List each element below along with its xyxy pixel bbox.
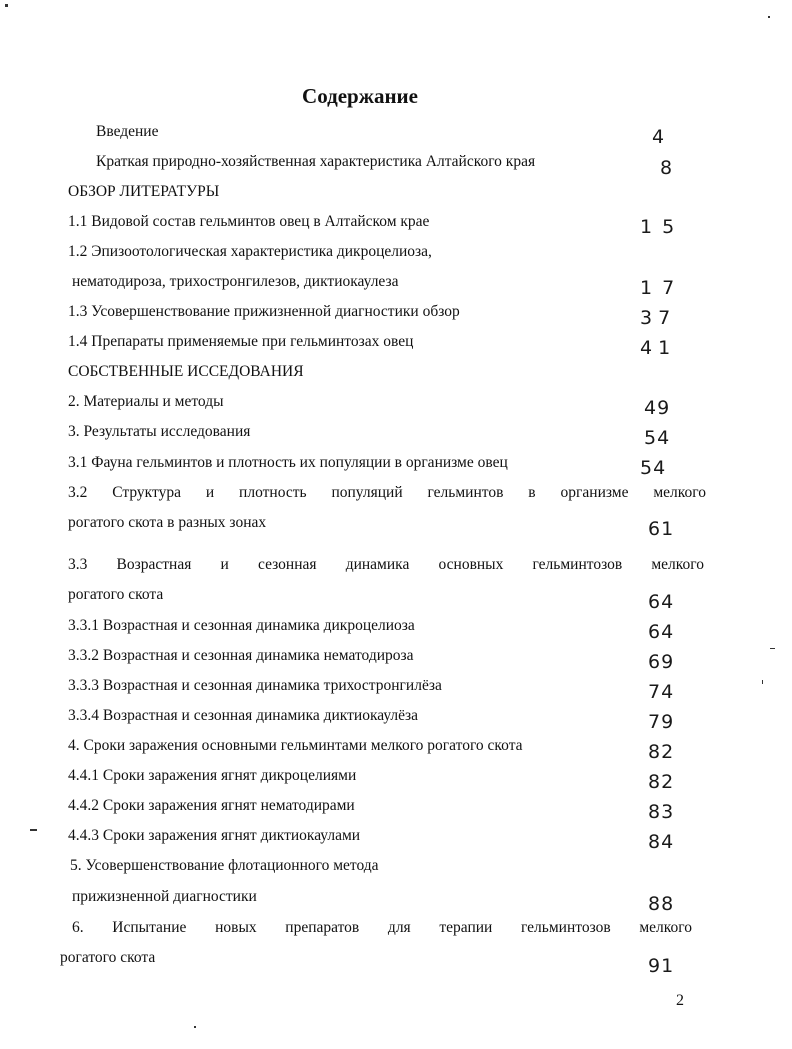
scan-speck xyxy=(768,16,770,18)
toc-entry-text: 3.3.1 Возрастная и сезонная динамика дикроцелиоза xyxy=(68,617,415,634)
toc-entry-text: прижизненной диагностики xyxy=(72,888,257,905)
toc-entry-text: 1.1 Видовой состав гельминтов овец в Алтайском крае xyxy=(68,213,430,230)
toc-entry-text: рогатого скота xyxy=(60,949,156,966)
toc-entry-page: 74 xyxy=(648,681,675,703)
toc-entry-text: рогатого скота xyxy=(68,586,164,603)
scan-speck xyxy=(5,4,8,7)
scan-speck xyxy=(762,680,763,684)
toc-entry-text: 4.4.1 Сроки заражения ягнят дикроцелиями xyxy=(68,767,357,784)
toc-entry-text: 4.4.2 Сроки заражения ягнят нематодирами xyxy=(68,797,355,814)
toc-entry-text: 3.3.2 Возрастная и сезонная динамика нематодироза xyxy=(68,647,414,664)
scan-speck xyxy=(770,648,775,649)
toc-entry-text xyxy=(72,918,692,938)
toc-entry-page: 49 xyxy=(644,397,671,419)
page-title: Содержание xyxy=(302,84,418,108)
toc-section-heading: СОБСТВЕННЫЕ ИССЕДОВАНИЯ xyxy=(68,363,304,380)
scan-speck xyxy=(30,829,37,831)
toc-entry-text: 3.3.4 Возрастная и сезонная динамика диктиокаулёза xyxy=(68,707,419,724)
toc-entry-page: 8 xyxy=(660,157,674,179)
toc-entry-text: нематодироза, трихостронгилезов, диктиокаулеза xyxy=(72,273,399,290)
toc-entry-text: 3.3.3 Возрастная и сезонная динамика трихостронгилёза xyxy=(68,677,442,694)
toc-entry-text: Введение xyxy=(96,123,159,140)
toc-entry-text: 1.2 Эпизоотологическая характеристика дикроцелиоза, xyxy=(68,243,432,260)
toc-entry-text: 5. Усовершенствование флотационного метода xyxy=(70,857,379,874)
toc-entry-page: 84 xyxy=(648,831,675,853)
toc-section-heading: ОБЗОР ЛИТЕРАТУРЫ xyxy=(68,183,220,200)
toc-entry-text: 3.1 Фауна гельминтов и плотность их популяции в организме овец xyxy=(68,454,508,471)
toc-entry-page: 17 xyxy=(640,277,685,299)
toc-entry-text: 3. Результаты исследования xyxy=(68,423,251,440)
toc-entry-page: 15 xyxy=(640,216,685,238)
toc-entry-text: 1.3 Усовершенствование прижизненной диагностики обзор xyxy=(68,303,460,320)
scan-speck xyxy=(194,1026,196,1028)
toc-entry-page: 79 xyxy=(648,711,675,733)
toc-entry-page: 64 xyxy=(648,621,675,643)
toc-entry-text-justified: 6. Испытание новых препаратов для терапии гельминтозов мелкого xyxy=(72,919,692,936)
toc-entry-page: 82 xyxy=(648,771,675,793)
toc-entry-page: 69 xyxy=(648,651,675,673)
toc-entry-page: 61 xyxy=(648,518,675,540)
toc-entry-text: 1.4 Препараты применяемые при гельминтозах овец xyxy=(68,333,414,350)
toc-entry-page: 54 xyxy=(644,427,671,449)
toc-entry-text-justified: 3.3 Возрастная и сезонная динамика основных гельминтозов мелкого xyxy=(68,556,704,573)
toc-entry-page: 91 xyxy=(648,955,675,977)
toc-entry-text: рогатого скота в разных зонах xyxy=(68,514,267,531)
toc-entry-text xyxy=(68,555,704,575)
toc-entry-page: 83 xyxy=(648,801,675,823)
toc-entry-text: 4.4.3 Сроки заражения ягнят диктиокаулами xyxy=(68,827,361,844)
toc-entry-page: 88 xyxy=(648,893,675,915)
page-number: 2 xyxy=(676,992,684,1009)
toc-entry-page: 82 xyxy=(648,741,675,763)
toc-entry-text: Краткая природно-хозяйственная характеристика Алтайского края xyxy=(96,153,536,170)
toc-entry-text-justified: 3.2 Структура и плотность популяций гельминтов в организме мелкого xyxy=(68,484,706,501)
toc-entry-page: 4 xyxy=(652,126,666,148)
toc-entry-text: 2. Материалы и методы xyxy=(68,393,224,410)
toc-entry-page: 37 xyxy=(640,307,677,329)
toc-entry-text: 4. Сроки заражения основными гельминтами мелкого рогатого скота xyxy=(68,737,523,754)
toc-entry-page: 41 xyxy=(640,337,677,359)
toc-entry-text xyxy=(68,483,706,503)
toc-entry-page: 64 xyxy=(648,591,675,613)
toc-entry-page: 54 xyxy=(640,457,667,479)
